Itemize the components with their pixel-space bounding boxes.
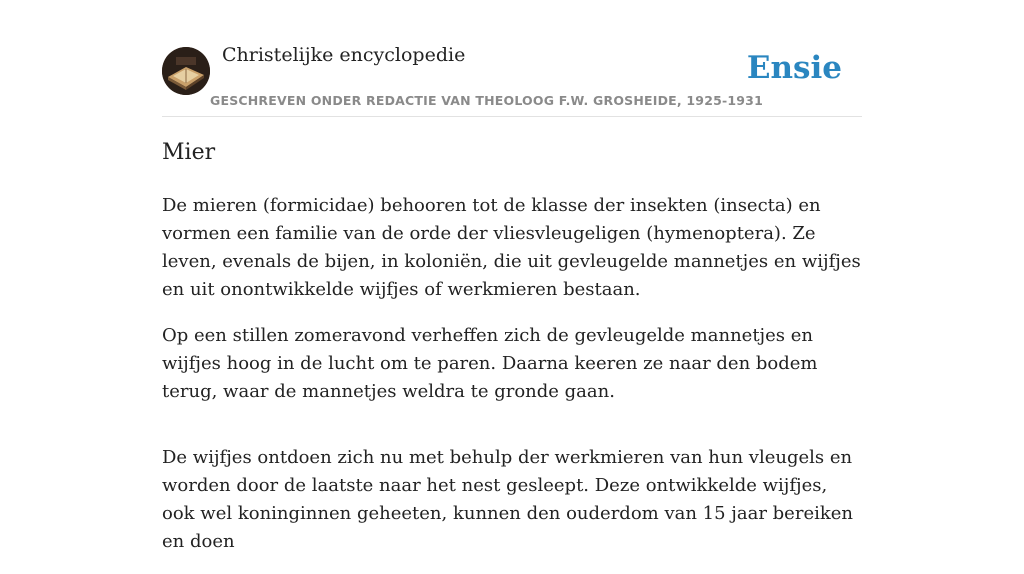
article-paragraph: Op een stillen zomeravond verheffen zich de gevleugelde mannetjes en wijfjes hoog in de lucht om te paren. Daarna keeren ze naar den bodem terug, waar de mannetjes weldra te gronde gaan. <box>162 325 818 402</box>
article-paragraph: De wijfjes ontdoen zich nu met behulp der werkmieren van hun vleugels en worden door de laatste naar het nest gesleept. Deze ontwikkelde wijfjes, ook wel koninginnen geheeten, kunnen den ouderdom van 15 jaar bereiken en doen <box>162 447 854 552</box>
site-subtitle: GESCHREVEN ONDER REDACTIE VAN THEOLOOG F.W. GROSHEIDE, 1925-1931 <box>210 93 763 108</box>
page <box>162 0 862 552</box>
site-title[interactable]: Christelijke encyclopedie <box>222 44 466 66</box>
article-paragraph: De mieren (formicidae) behooren tot de klasse der insekten (insecta) en vormen een familie van de orde der vliesvleugeligen (hymenoptera). Ze leven, evenals de bijen, in koloniën, die uit gevleugelde mannetjes en wijfjes en uit onontwikkelde wijfjes of werkmieren bestaan. <box>162 195 861 300</box>
encyclopedia-book-icon <box>162 47 210 95</box>
article-body <box>162 192 862 574</box>
brand-logo-link[interactable]: Ensie <box>746 50 842 86</box>
article-title: Mier <box>162 140 216 165</box>
site-header <box>162 0 862 117</box>
site-avatar[interactable] <box>162 47 210 95</box>
